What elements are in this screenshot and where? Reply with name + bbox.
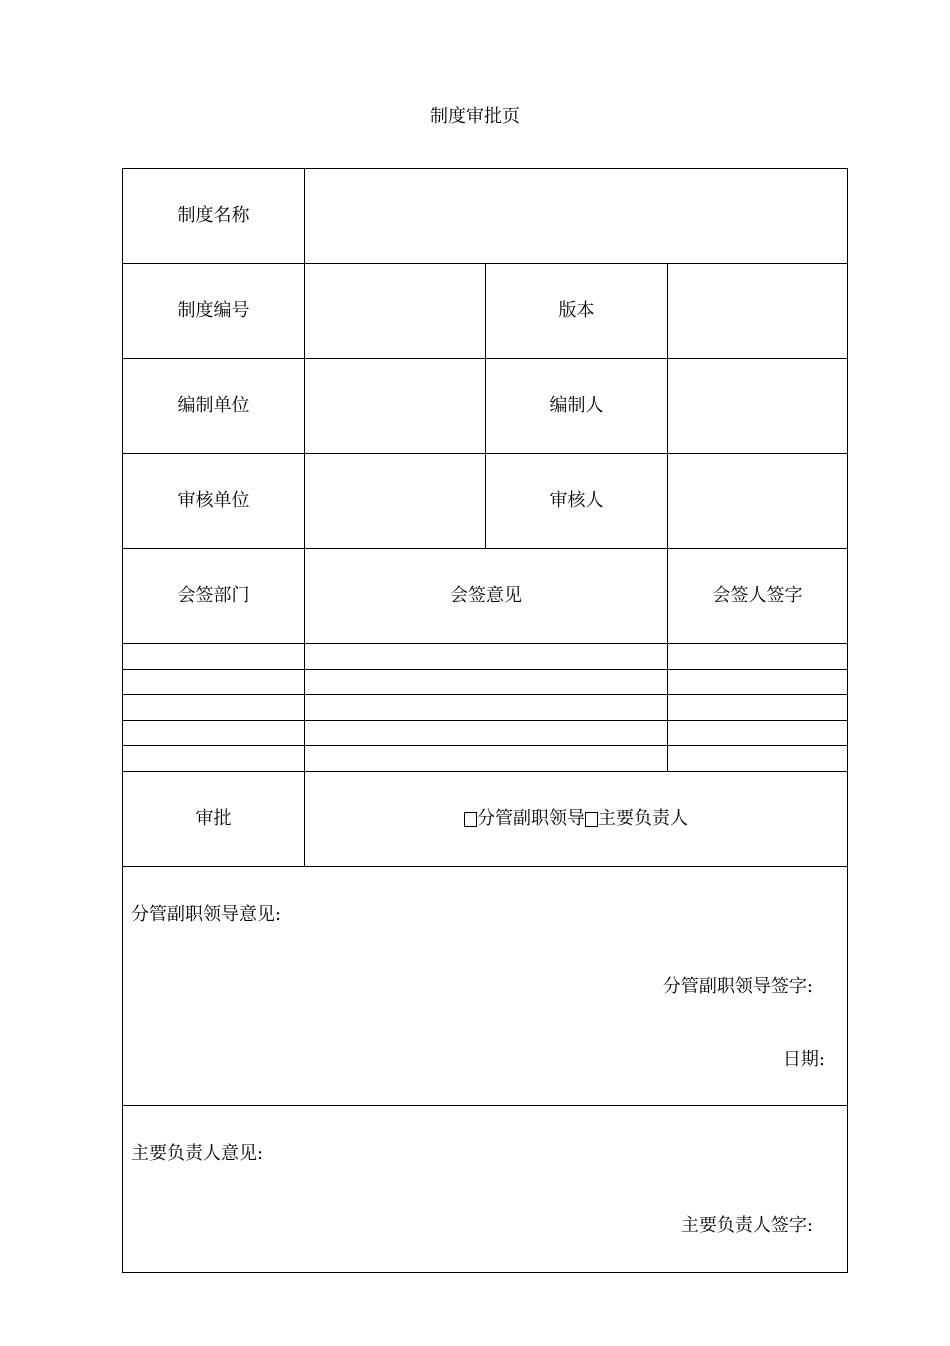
reviewer-label: 审核人 (549, 490, 604, 511)
review-unit-field[interactable] (305, 454, 485, 548)
system-name-field[interactable] (305, 169, 847, 263)
countersign-row[interactable] (123, 746, 847, 771)
page-title: 制度审批页 (430, 106, 520, 127)
countersign-opinion-header: 会签意见 (450, 585, 522, 606)
option-principal-label: 主要负责人 (598, 808, 688, 829)
countersign-signature-header: 会签人签字 (712, 585, 803, 606)
version-field[interactable] (668, 264, 847, 358)
reviewer-field[interactable] (668, 454, 847, 548)
countersign-row[interactable] (123, 670, 847, 694)
compiler-field[interactable] (668, 359, 847, 453)
countersign-row[interactable] (123, 695, 847, 720)
countersign-row[interactable] (123, 721, 847, 745)
compiler-label: 编制人 (549, 395, 604, 416)
countersign-dept-header: 会签部门 (177, 585, 250, 606)
review-unit-label: 审核单位 (177, 490, 250, 511)
row-divider (123, 1105, 847, 1106)
compiling-unit-label: 编制单位 (177, 395, 250, 416)
option-deputy-label: 分管副职领导 (477, 808, 585, 829)
approval-form (122, 168, 848, 1273)
compiling-unit-field[interactable] (305, 359, 485, 453)
system-name-label: 制度名称 (177, 205, 250, 226)
principal-opinion-field[interactable] (123, 1169, 847, 1209)
deputy-signature-label: 分管副职领导签字: (662, 976, 813, 997)
approval-label: 审批 (195, 808, 232, 829)
checkbox-deputy[interactable] (464, 812, 477, 827)
countersign-row[interactable] (123, 644, 847, 669)
version-label: 版本 (558, 300, 595, 321)
system-number-label: 制度编号 (177, 300, 250, 321)
approval-options (305, 772, 847, 866)
checkbox-principal[interactable] (585, 812, 598, 827)
deputy-opinion-label: 分管副职领导意见: (131, 904, 282, 925)
system-number-field[interactable] (305, 264, 485, 358)
deputy-date-label: 日期: (782, 1049, 825, 1070)
principal-signature-label: 主要负责人签字: (680, 1215, 813, 1236)
row-divider (123, 866, 847, 867)
deputy-opinion-field[interactable] (123, 931, 847, 971)
principal-opinion-label: 主要负责人意见: (131, 1143, 264, 1164)
